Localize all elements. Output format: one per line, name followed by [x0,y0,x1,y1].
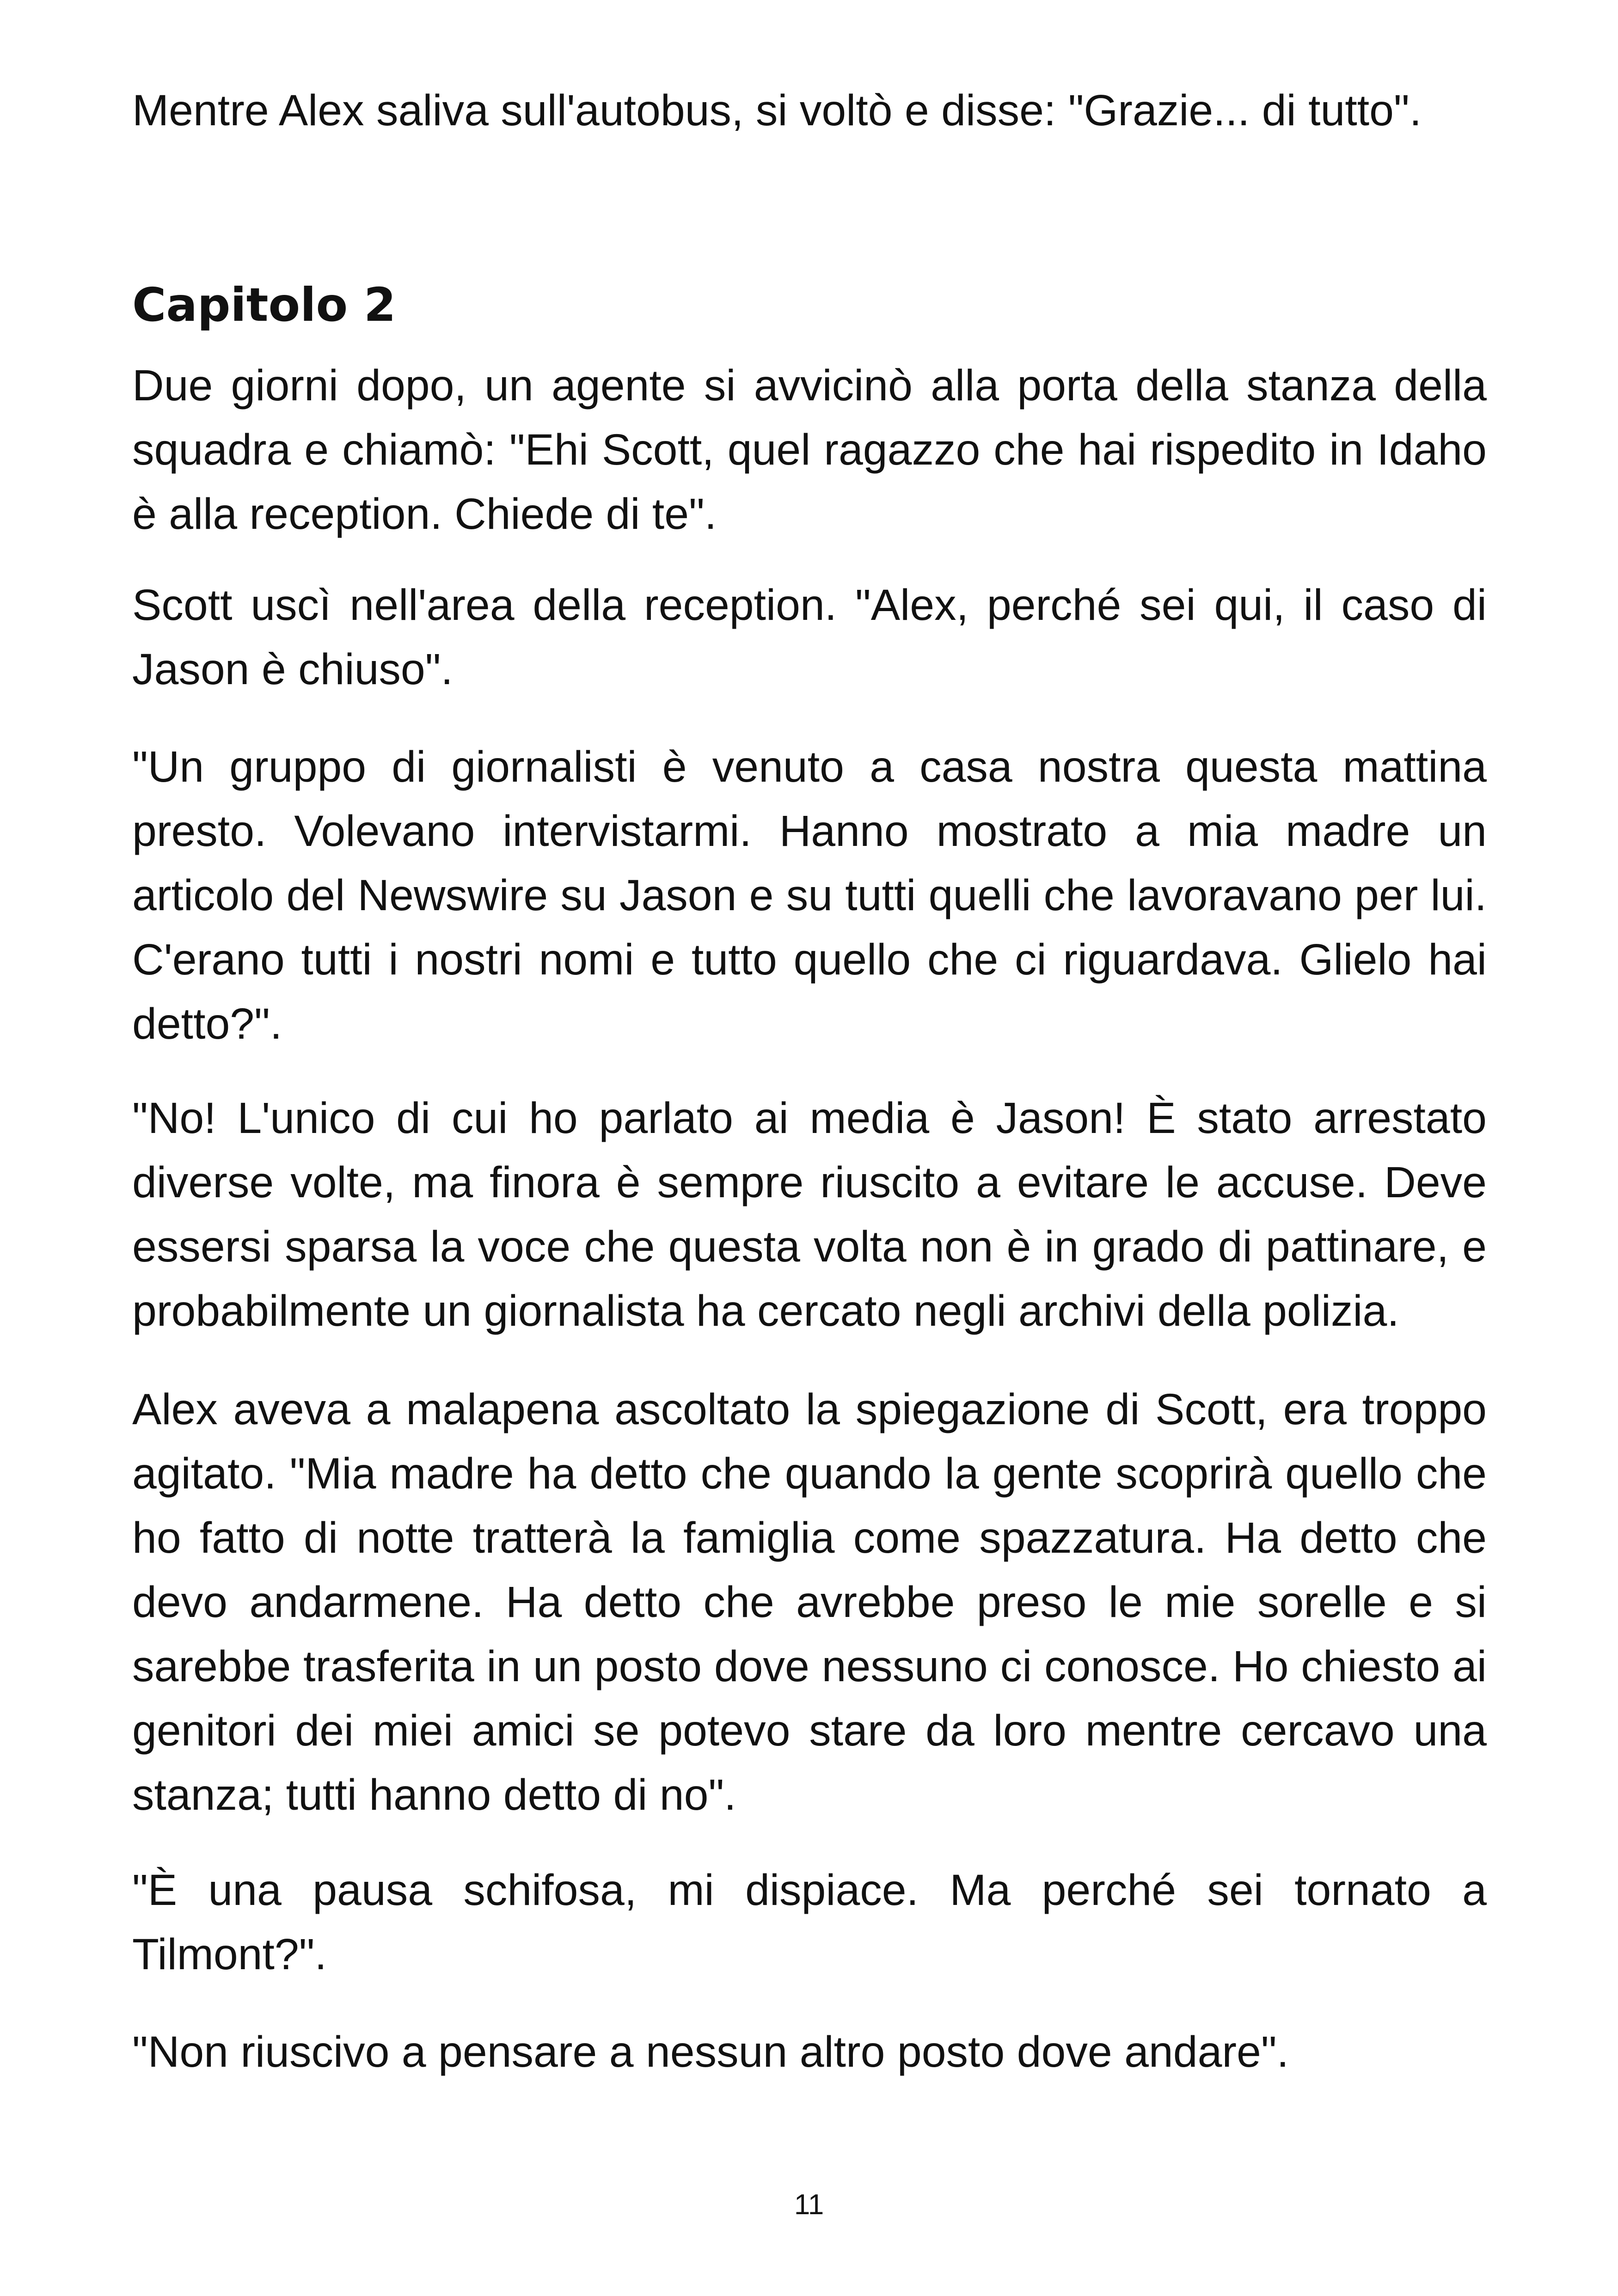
paragraph: Alex aveva a malapena ascoltato la spiegazione di Scott, era troppo agitato. "Mia madre ha detto che quando la gente scoprirà quello che ho fatto di notte tratterà la famiglia come spazzatura. Ha detto che devo andarmene. Ha detto che avrebbe preso le mie sorelle e si sarebbe trasferita in un posto dove nessuno ci conosce. Ho chiesto ai genitori dei miei amici se potevo stare da loro mentre cercavo una stanza; tutti hanno detto di no". [132,1385,1487,1819]
paragraph-2-block [132,573,1487,702]
chapter-title: Capitolo 2 [132,278,396,332]
paragraph: "Non riuscivo a pensare a nessun altro posto dove andare". [132,2027,1289,2076]
opening-line: Mentre Alex saliva sull'autobus, si voltò e disse: "Grazie... di tutto". [132,86,1422,135]
paragraph-1-block [132,354,1487,546]
paragraph-5-block [132,1378,1487,1827]
paragraph-3-block [132,735,1487,1056]
paragraph: Scott uscì nell'area della reception. "Alex, perché sei qui, il caso di Jason è chiuso". [132,581,1487,694]
paragraph: Due giorni dopo, un agente si avvicinò alla porta della stanza della squadra e chiamò: "Ehi Scott, quel ragazzo che hai rispedito in Idaho è alla reception. Chiede di te". [132,361,1487,539]
paragraph-7-block [132,2020,1487,2084]
page-number: 11 [794,2189,824,2221]
paragraph: "No! L'unico di cui ho parlato ai media è Jason! È stato arrestato diverse volte, ma finora è sempre riuscito a evitare le accuse. Deve essersi sparsa la voce che questa volta non è in grado di pattinare, e probabilmente un giornalista ha cercato negli archivi della polizia. [132,1094,1487,1335]
paragraph: "Un gruppo di giornalisti è venuto a casa nostra questa mattina presto. Volevano intervistarmi. Hanno mostrato a mia madre un articolo del Newswire su Jason e su tutti quelli che lavoravano per lui. C'erano tutti i nostri nomi e tutto quello che ci riguardava. Glielo hai detto?". [132,742,1487,1048]
paragraph: "È una pausa schifosa, mi dispiace. Ma perché sei tornato a Tilmont?". [132,1866,1487,1979]
paragraph-6-block [132,1858,1487,1987]
paragraph-4-block [132,1086,1487,1343]
